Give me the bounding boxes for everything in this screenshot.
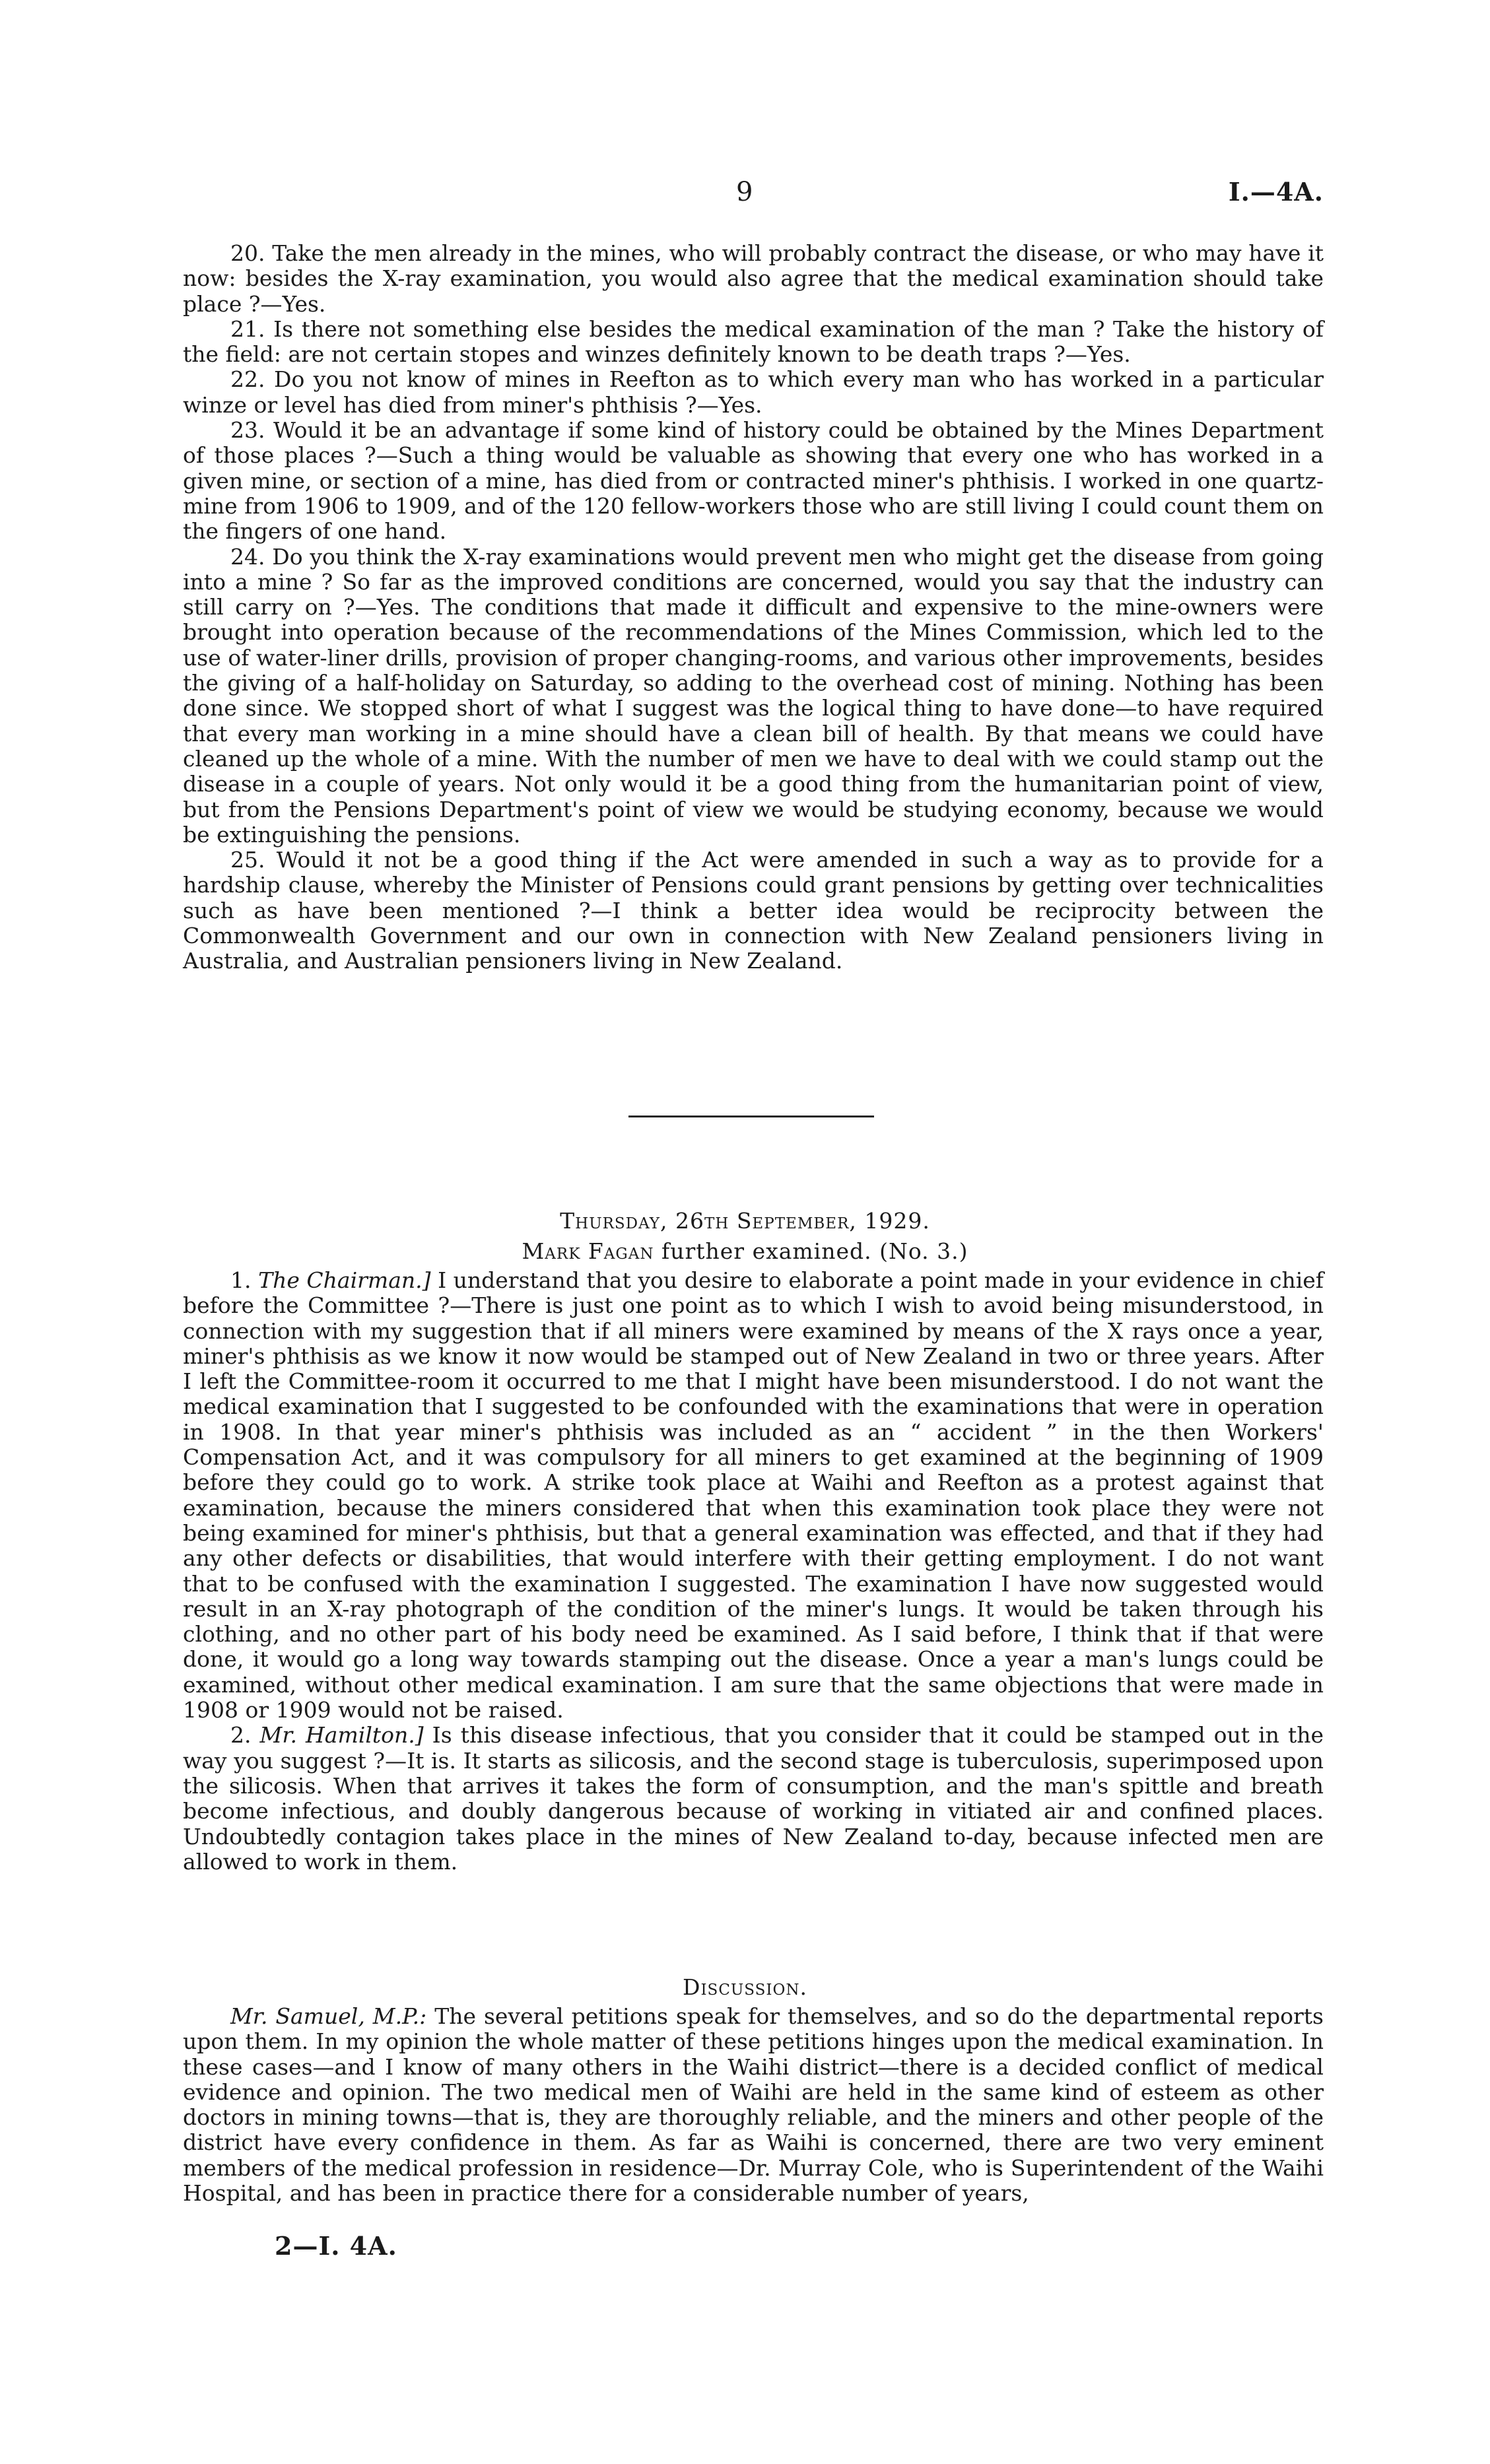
witness-heading: [0, 1238, 1490, 1264]
question-paragraph: 22. Do you not know of mines in Reefton as to which every man who has worked in a particular winze or level has died from miner's phthisis ?—Yes.: [183, 366, 1324, 418]
sheet-reference: 2—I. 4A.: [275, 2231, 397, 2261]
witness-suffix: further examined. (No. 3.): [661, 1238, 968, 1264]
speaker-name: The Chairman.]: [258, 1267, 431, 1293]
witness-name: Mark Fagan: [522, 1238, 654, 1264]
discussion-paragraph: Mr. Samuel, M.P.: The several petitions speak for themselves, and so do the departmental reports upon them. In my opinion the whole matter of these petitions hinges upon the medical examination. In these cases—and I know of many others in the Waihi district—there is a decided conflict of medical evidence and opinion. The two medical men of Waihi are held in the same kind of esteem as other doctors in mining towns—that is, they are thoroughly reliable, and the miners and other people of the district have every confidence in them. As far as Waihi is concerned, there are two very eminent members of the medical profession in residence—Dr. Murray Cole, who is Superintendent of the Waihi Hospital, and has been in practice there for a considerable number of years,: [183, 2003, 1324, 2207]
question-paragraph: 20. Take the men already in the mines, who will probably contract the disease, or who may have it now: besides the X-ray examination, you would also agree that the medical examination should take place ?—Yes.: [183, 240, 1324, 317]
question-paragraph: 1. The Chairman.] I understand that you desire to elaborate a point made in your evidence in chief before the Committee ?—There is just one point as to which I wish to avoid being misunderstood, in connection with my suggestion that if all miners were examined by means of the X rays once a year, miner's phthisis as we know it now would be stamped out of New Zealand in two or three years. After I left the Committee-room it occurred to me that I might have been misunderstood. I do not want the medical examination that I suggested to be confounded with the examinations that were in operation in 1908. In that year miner's phthisis was included as an “ accident ” in the then Workers' Compensation Act, and it was compulsory for all miners to get examined at the beginning of 1909 before they could go to work. A strike took place at Waihi and Reefton as a protest against that examination, because the miners considered that when this examination took place they were not being examined for miner's phthisis, but that a general examination was effected, and that if they had any other defects or disabilities, that would interfere with their getting employment. I do not want that to be confused with the examination I suggested. The examination I have now suggested would result in an X-ray photograph of the condition of the miner's lungs. It would be taken through his clothing, and no other part of his body need be examined. As I said before, I think that if that were done, it would go a long way towards stamping out the disease. Once a year a man's lungs could be examined, without other medical examination. I am sure that the same objections that were made in 1908 or 1909 would not be raised.: [183, 1267, 1324, 1723]
discussion-heading: Discussion.: [683, 1974, 807, 2000]
session-date: Thursday, 26th September, 1929.: [560, 1208, 930, 1234]
speaker-name: Mr. Hamilton.]: [259, 1722, 424, 1748]
evidence-section-2: [183, 1268, 1324, 1875]
paper-reference: I.—4A.: [1228, 177, 1324, 207]
question-paragraph: 21. Is there not something else besides the medical examination of the man ? Take the history of the field: are not certain stopes and winzes definitely known to be death traps ?—Yes.: [183, 316, 1324, 368]
page-number: 9: [736, 177, 753, 207]
page-header: [0, 177, 1490, 216]
question-paragraph: 24. Do you think the X-ray examinations would prevent men who might get the disease from going into a mine ? So far as the improved conditions are concerned, would you say that the industry can still carry on ?—Yes. The conditions that made it difficult and expensive to the mine-owners were brought into operation because of the recommendations of the Mines Commission, which led to the use of water-liner drills, provision of proper changing-rooms, and various other improvements, besides the giving of a half-holiday on Saturday, so adding to the overhead cost of mining. Nothing has been done since. We stopped short of what I suggest was the logical thing to have done—to have required that every man working in a mine should have a clean bill of health. By that means we could have cleaned up the whole of a mine. With the number of men we have to deal with we could stamp out the disease in a couple of years. Not only would it be a good thing from the humanitarian point of view, but from the Pensions Department's point of view we would be studying economy, because we would be extinguishing the pensions.: [183, 543, 1324, 848]
question-paragraph: 23. Would it be an advantage if some kind of history could be obtained by the Mines Department of those places ?—Such a thing would be valuable as showing that every one who has worked in a given mine, or section of a mine, has died from or contracted miner's phthisis. I worked in one quartz-mine from 1906 to 1909, and of the 120 fellow-workers those who are still living I could count them on the fingers of one hand.: [183, 417, 1324, 545]
evidence-section-1: [183, 241, 1324, 974]
section-divider: [628, 1115, 874, 1117]
discussion-section: [183, 2004, 1324, 2206]
speaker-name: Mr. Samuel, M.P.:: [230, 2003, 427, 2029]
question-paragraph: 2. Mr. Hamilton.] Is this disease infectious, that you consider that it could be stamped out in the way you suggest ?—It is. It starts as silicosis, and the second stage is tuberculosis, superimposed upon the silicosis. When that arrives it takes the form of consumption, and the man's spittle and breath become infectious, and doubly dangerous because of working in vitiated air and confined places. Undoubtedly contagion takes place in the mines of New Zealand to-day, because infected men are allowed to work in them.: [183, 1722, 1324, 1875]
question-paragraph: 25. Would it not be a good thing if the Act were amended in such a way as to provide for a hardship clause, whereby the Minister of Pensions could grant pensions by getting over technicalities such as have been mentioned ?—I think a better idea would be reciprocity between the Commonwealth Government and our own in connection with New Zealand pensioners living in Australia, and Australian pensioners living in New Zealand.: [183, 847, 1324, 974]
